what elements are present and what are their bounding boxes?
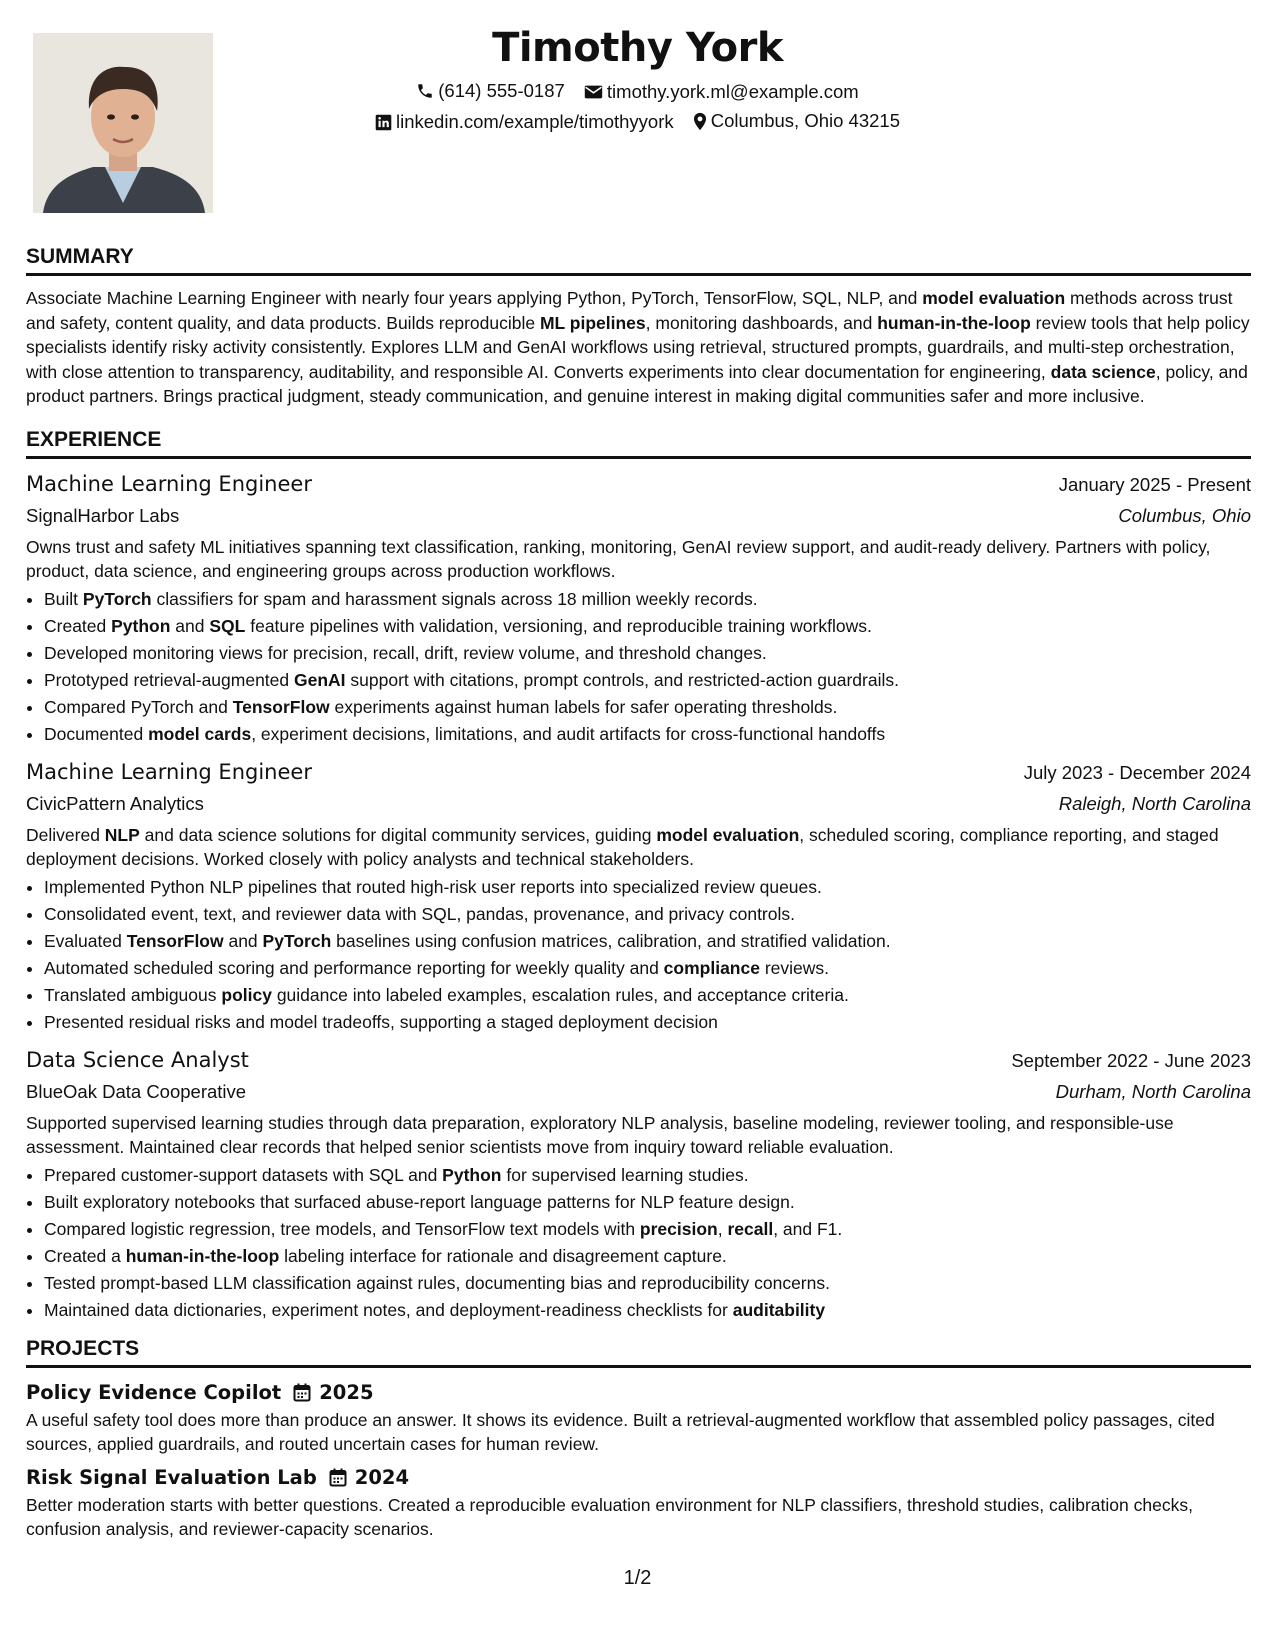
job-entry: [26, 469, 1251, 748]
job-title: Machine Learning Engineer: [26, 471, 312, 496]
project-entry: [26, 1463, 1251, 1542]
job-dates: January 2025 - Present: [1058, 473, 1251, 495]
phone-number: (614) 555-0187: [438, 80, 565, 101]
bullet-item: • Documented model cards, experiment decisions, limitations, and audit artifacts for cross-functional handoffs: [44, 721, 1251, 748]
project-entry: [26, 1378, 1251, 1457]
bullet-item: • Tested prompt-based LLM classification against rules, documenting bias and reproducibility concerns.: [44, 1270, 1251, 1297]
company-name: SignalHarbor Labs: [26, 504, 180, 526]
linkedin-contact[interactable]: [375, 110, 674, 134]
bullet-item: • Compared PyTorch and TensorFlow experiments against human labels for safer operating thresholds.: [44, 694, 1251, 721]
project-name: Policy Evidence Copilot: [26, 1380, 282, 1404]
bullet-item: • Maintained data dictionaries, experiment notes, and deployment-readiness checklists for auditability: [44, 1297, 1251, 1324]
bullet-item: • Prepared customer-support datasets with SQL and Python for supervised learning studies.: [44, 1162, 1251, 1189]
bullet-item: • Evaluated TensorFlow and PyTorch baselines using confusion matrices, calibration, and stratified validation.: [44, 928, 1251, 955]
envelope-icon: [584, 84, 603, 100]
experience-heading: EXPERIENCE: [26, 427, 1251, 459]
email-address: timothy.york.ml@example.com: [606, 81, 859, 102]
linkedin-icon: [375, 114, 392, 131]
job-bullets: [26, 1162, 1251, 1324]
bullet-item: • Implemented Python NLP pipelines that routed high-risk user reports into specialized review queues.: [44, 874, 1251, 901]
bullet-item: • Consolidated event, text, and reviewer data with SQL, pandas, provenance, and privacy controls.: [44, 901, 1251, 928]
job-location: Raleigh, North Carolina: [1058, 792, 1251, 814]
company-name: BlueOak Data Cooperative: [26, 1080, 247, 1102]
projects-section: [26, 1336, 1251, 1542]
job-dates: September 2022 - June 2023: [1011, 1049, 1251, 1071]
project-year: 2024: [354, 1465, 410, 1489]
project-description: Better moderation starts with better questions. Created a reproducible evaluation environment for NLP classifiers, threshold studies, calibration checks, confusion analysis, and reviewer-capacity scenarios.: [26, 1494, 1193, 1539]
job-entry: [26, 757, 1251, 1036]
job-bullets: [26, 874, 1251, 1036]
summary-section: [26, 244, 1251, 409]
job-bullets: [26, 586, 1251, 748]
email-contact[interactable]: [584, 80, 859, 104]
job-title: Data Science Analyst: [26, 1047, 249, 1072]
summary-text: Associate Machine Learning Engineer with nearly four years applying Python, PyTorch, TensorFlow, SQL, NLP, and model evaluation methods across trust and safety, content quality, and data products. Builds reproducible ML pipelines, monitoring dashboards, and human-in-the-loop review tools that help policy specialists identify risky activity consistently. Explores LLM and GenAI workflows using retrieval, structured prompts, guardrails, and multi-step orchestration, with close attention to transparency, auditability, and responsible AI. Converts experiments into clear documentation for engineering, data science, policy, and product partners. Brings practical judgment, steady communication, and genuine interest in making digital communities safer and more inclusive.: [26, 288, 1250, 406]
job-title: Machine Learning Engineer: [26, 759, 312, 784]
company-name: CivicPattern Analytics: [26, 792, 204, 814]
bullet-item: • Presented residual risks and model tradeoffs, supporting a staged deployment decision: [44, 1009, 1251, 1036]
project-description: A useful safety tool does more than produce an answer. It shows its evidence. Built a retrieval-augmented workflow that assembled policy passages, cited sources, applied guardrails, and routed uncertain cases for human review.: [26, 1409, 1215, 1454]
bullet-item: • Translated ambiguous policy guidance into labeled examples, escalation rules, and acceptance criteria.: [44, 982, 1251, 1009]
location-text: Columbus, Ohio 43215: [710, 110, 900, 131]
project-year: 2025: [319, 1380, 374, 1404]
job-dates: July 2023 - December 2024: [1023, 761, 1251, 783]
job-entry: [26, 1045, 1251, 1324]
bullet-item: • Built exploratory notebooks that surfaced abuse-report language patterns for NLP feature design.: [44, 1189, 1251, 1216]
page-number: 1/2: [623, 1567, 652, 1589]
phone-icon: [416, 82, 434, 100]
job-location: Durham, North Carolina: [1055, 1080, 1251, 1102]
bullet-item: • Developed monitoring views for precision, recall, drift, review volume, and threshold changes.: [44, 640, 1251, 667]
bullet-item: • Automated scheduled scoring and performance reporting for weekly quality and compliance reviews.: [44, 955, 1251, 982]
bullet-item: • Compared logistic regression, tree models, and TensorFlow text models with precision, recall, and F1.: [44, 1216, 1251, 1243]
job-location: Columbus, Ohio: [1118, 504, 1251, 526]
map-pin-icon: [693, 112, 707, 131]
project-name: Risk Signal Evaluation Lab: [26, 1465, 317, 1489]
phone-contact[interactable]: [416, 79, 565, 103]
bullet-item: • Prototyped retrieval-augmented GenAI support with citations, prompt controls, and restricted-action guardrails.: [44, 667, 1251, 694]
linkedin-url: linkedin.com/example/timothyyork: [396, 111, 674, 132]
bullet-item: • Created Python and SQL feature pipelines with validation, versioning, and reproducible training workflows.: [44, 613, 1251, 640]
calendar-icon: [293, 1383, 311, 1402]
summary-heading: SUMMARY: [26, 244, 1251, 276]
location-contact: [693, 109, 900, 133]
bullet-item: • Created a human-in-the-loop labeling interface for rationale and disagreement capture.: [44, 1243, 1251, 1270]
bullet-item: • Built PyTorch classifiers for spam and harassment signals across 18 million weekly records.: [44, 586, 1251, 613]
resume-body: [26, 244, 1251, 1542]
job-description: Supported supervised learning studies through data preparation, exploratory NLP analysis, baseline modeling, reviewer tooling, and responsible-use assessment. Maintained clear records that helped senior scientists move from inquiry toward reliable evaluation.: [26, 1112, 1174, 1157]
job-description: Delivered NLP and data science solutions for digital community services, guiding model evaluation, scheduled scoring, compliance reporting, and staged deployment decisions. Worked closely with policy analysts and technical stakeholders.: [26, 824, 1219, 869]
contact-line-1: [0, 79, 1275, 106]
projects-heading: PROJECTS: [26, 1336, 1251, 1368]
experience-section: [26, 427, 1251, 1324]
calendar-icon: [329, 1468, 347, 1487]
job-description: Owns trust and safety ML initiatives spanning text classification, ranking, monitoring, GenAI review support, and audit-ready delivery. Partners with policy, product, data science, and engineering groups across production workflows.: [26, 536, 1211, 581]
candidate-name: Timothy York: [492, 25, 783, 71]
contact-line-2: [0, 109, 1275, 137]
